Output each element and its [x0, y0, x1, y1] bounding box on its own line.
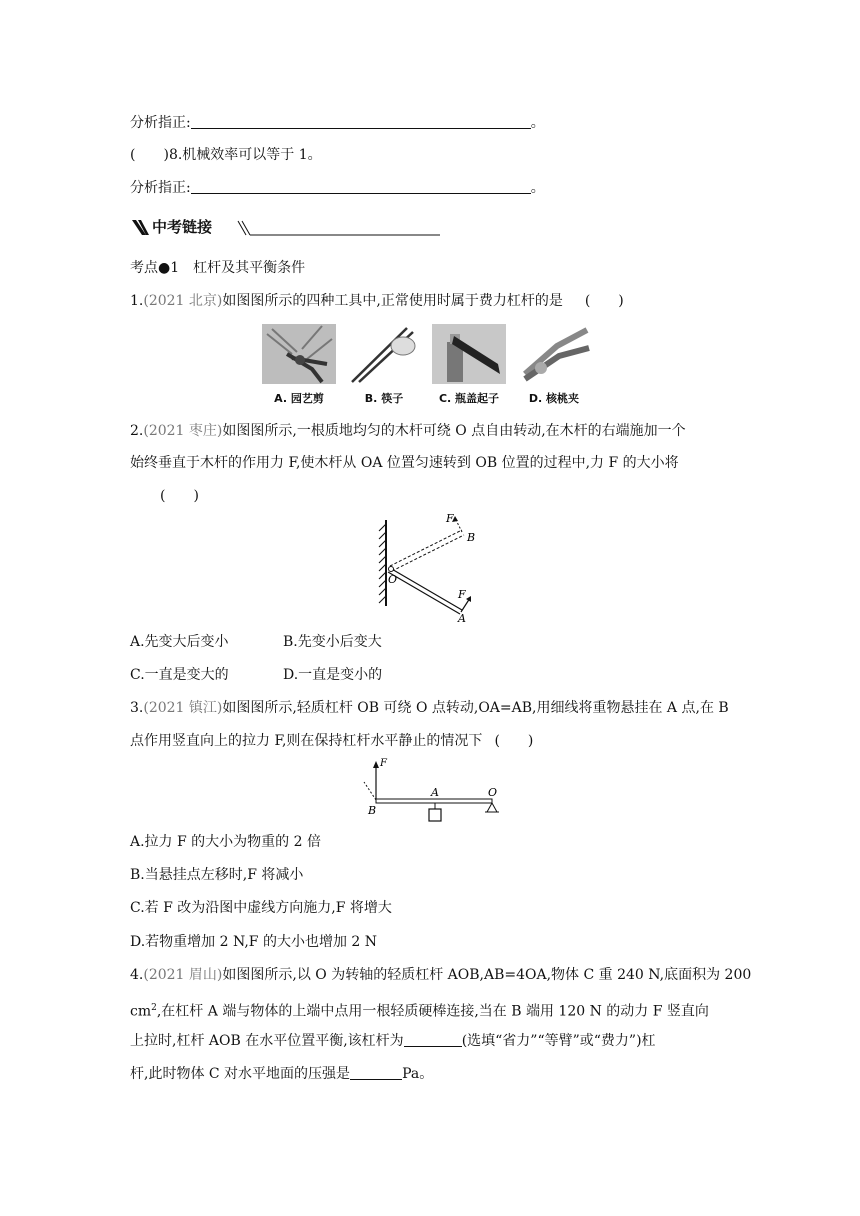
unit-superscript: 2 [151, 1003, 157, 1013]
option-d[interactable]: D.若物重增加 2 N,F 的大小也增加 2 N [130, 934, 378, 950]
label-point-a: A [431, 786, 439, 799]
question-number: 4. [130, 967, 144, 983]
lever-weight-diagram [360, 756, 510, 826]
section-title: 中考链接 [152, 218, 213, 236]
answer-paren[interactable]: ( ) [160, 488, 199, 504]
option-c[interactable]: C.若 F 改为沿图中虚线方向施力,F 将增大 [130, 900, 392, 916]
tool-image-nutcracker [517, 324, 591, 405]
unit-pa: Pa。 [402, 1066, 434, 1082]
lever-rotation-diagram [370, 508, 490, 624]
analysis-label: 分析指正: [130, 115, 191, 131]
topic-label: 考点●1 杠杆及其平衡条件 [130, 260, 306, 276]
question-number: 1. [130, 293, 144, 309]
question-text: ,在杠杆 A 端与物体的上端中点用一根轻质硬棒连接,当在 B 端用 120 N 的动力 F 竖直向 [156, 1003, 709, 1020]
question-1 [130, 291, 624, 311]
garden-shears-icon [262, 324, 336, 384]
answer-paren[interactable]: ( ) [584, 293, 624, 309]
tool-image-bottle-opener [432, 324, 506, 405]
question-2-options-ab [130, 632, 382, 652]
period: 。 [530, 115, 545, 131]
question-source: (2021 镇江) [143, 700, 223, 716]
bottle-opener-icon [432, 324, 506, 384]
question-number: 3. [130, 700, 144, 716]
nutcracker-icon [517, 324, 591, 384]
question-4-line-1 [130, 965, 751, 985]
question-text: 杆,此时物体 C 对水平地面的压强是 [130, 1066, 351, 1082]
label-force-b: F [446, 512, 454, 525]
answer-blank-lever-type[interactable] [404, 1032, 462, 1047]
period: 。 [530, 180, 545, 196]
tool-caption: C. 瓶盖起子 [438, 392, 500, 405]
question-source: (2021 眉山) [143, 967, 223, 983]
question-text: 如图图所示的四种工具中,正常使用时属于费力杠杆的是 [222, 293, 563, 309]
chopsticks-icon [347, 324, 421, 384]
question-2-line-2: 始终垂直于木杆的作用力 F,使木杆从 OA 位置匀速转到 OB 位置的过程中,力 F 的大小将 [130, 455, 679, 471]
judgment-paren[interactable]: ( ) [130, 147, 169, 163]
label-force-f: F [380, 758, 387, 769]
analysis-line-2 [130, 178, 545, 198]
label-force-a: F [458, 588, 466, 601]
option-a[interactable]: A.拉力 F 的大小为物重的 2 倍 [130, 834, 321, 850]
question-4-line-3 [130, 1031, 656, 1051]
answer-paren[interactable]: ( ) [494, 733, 534, 749]
option-c[interactable]: C.一直是变大的 [130, 667, 229, 683]
question-2-options-cd [130, 665, 382, 685]
question-2-line-1 [130, 421, 686, 441]
tool-caption: B. 筷子 [364, 392, 404, 405]
answer-blank[interactable] [191, 179, 531, 194]
question-4-line-4 [130, 1064, 433, 1084]
question-source: (2021 北京) [143, 293, 223, 309]
question-text: (选填“省力”“等臂”或“费力”)杠 [461, 1033, 656, 1049]
option-a[interactable]: A.先变大后变小 [130, 634, 229, 650]
statement-8 [130, 145, 322, 165]
option-b[interactable]: B.先变小后变大 [283, 634, 382, 650]
tool-caption: D. 核桃夹 [528, 392, 580, 405]
question-text: 如图图所示,轻质杠杆 OB 可绕 O 点转动,OA=AB,用细线将重物悬挂在 A 点,在 B [222, 700, 729, 716]
statement-text: 8.机械效率可以等于 1。 [168, 147, 322, 163]
analysis-line-1 [130, 113, 545, 133]
answer-blank-pressure[interactable] [350, 1065, 402, 1080]
question-3-line-2 [130, 731, 533, 751]
label-point-b: B [467, 531, 476, 544]
label-point-b: B [368, 804, 377, 817]
question-4-line-2 [130, 998, 709, 1022]
question-source: (2021 枣庄) [143, 423, 223, 439]
question-number: 2. [130, 423, 144, 439]
tool-image-garden-shears [262, 324, 336, 405]
option-b[interactable]: B.当悬挂点左移时,F 将减小 [130, 867, 304, 883]
unit-cm: cm [130, 1003, 152, 1020]
question-text: 上拉时,杠杆 AOB 在水平位置平衡,该杠杆为 [130, 1033, 404, 1049]
label-point-o: O [488, 786, 498, 799]
question-3-line-1 [130, 698, 729, 718]
section-header [130, 216, 440, 238]
answer-blank[interactable] [191, 114, 531, 129]
label-point-a: A [458, 612, 466, 624]
tool-image-chopsticks [347, 324, 421, 405]
analysis-label: 分析指正: [130, 180, 191, 196]
tool-caption: A. 园艺剪 [274, 392, 324, 405]
label-point-o: O [388, 573, 398, 586]
option-d[interactable]: D.一直是变小的 [283, 667, 383, 683]
question-text: 如图图所示,以 O 为转轴的轻质杠杆 AOB,AB=4OA,物体 C 重 240 N,底面积为 200 [222, 967, 752, 983]
question-text: 如图图所示,一根质地均匀的木杆可绕 O 点自由转动,在木杆的右端施加一个 [222, 423, 686, 439]
question-text: 点作用竖直向上的拉力 F,则在保持杠杆水平静止的情况下 [130, 733, 483, 749]
